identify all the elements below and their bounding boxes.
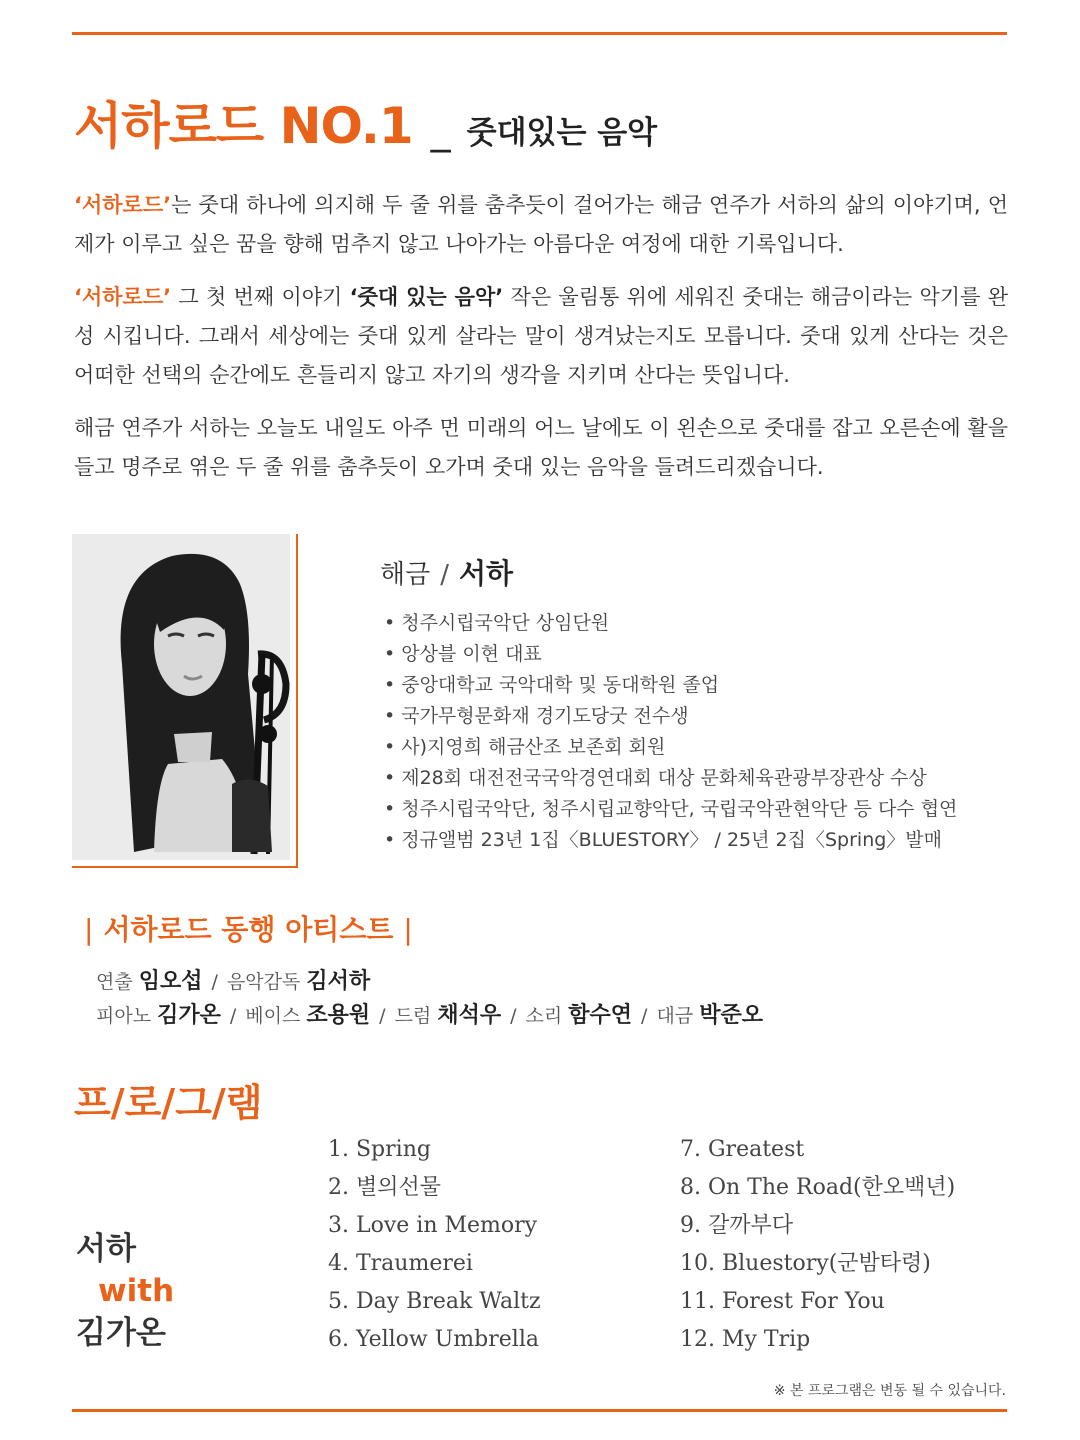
photo-accent-border-bottom: [72, 866, 298, 868]
artist-separator: /: [211, 971, 218, 993]
bio-slash: /: [440, 560, 449, 590]
artist-name: 김서하: [306, 969, 371, 994]
bio-item: • 제28회 대전전국국악경연대회 대상 문화체육관광부장관상 수상: [384, 763, 957, 794]
artist-role: 소리: [525, 1005, 563, 1027]
bio-item: • 국가무형문화재 경기도당굿 전수생: [384, 701, 957, 732]
artist-role: 피아노: [96, 1005, 152, 1027]
artist-role: 음악감독: [226, 971, 301, 993]
intro-text-2a: 그 첫 번째 이야기: [171, 285, 350, 309]
program-item: 1. Spring: [328, 1137, 431, 1162]
program-item: 6. Yellow Umbrella: [328, 1327, 539, 1352]
bio-instrument: 해금: [380, 560, 431, 590]
artist-role: 대금: [656, 1005, 694, 1027]
bio-item: • 청주시립국악단 상임단원: [384, 608, 957, 639]
program-list-left: [328, 1131, 541, 1359]
artist-name: 함수연: [568, 1003, 633, 1028]
bio-item: • 청주시립국악단, 청주시립교향악단, 국립국악관현악단 등 다수 협연: [384, 794, 957, 825]
artist-name: 조용원: [306, 1003, 371, 1028]
intro-text-1: 는 줏대 하나에 의지해 두 줄 위를 춤추듯이 걸어가는 해금 연주가 서하의 삶의 이야기며, 언제가 이루고 싶은 꿈을 향해 멈추지 않고 나아가는 아름다운 여정에 대한 기록입니다.: [74, 193, 1008, 256]
intro-highlight-1: ‘서하로드’: [74, 193, 172, 217]
title-main: 서하로드 NO.1: [74, 97, 413, 155]
intro-paragraph-1: [74, 186, 1008, 264]
bio-heading: [380, 552, 957, 592]
program-item: 9. 갈까부다: [680, 1213, 793, 1238]
intro-text: [74, 186, 1008, 501]
program-item: 11. Forest For You: [680, 1289, 885, 1314]
artist-photo-frame: [72, 534, 296, 868]
section-bar-left: |: [84, 913, 94, 946]
program-item: 8. On The Road(한오백년): [680, 1175, 956, 1200]
artist-name: 박준오: [699, 1003, 763, 1028]
artist-role: 드럼: [394, 1005, 432, 1027]
intro-paragraph-2: [74, 278, 1008, 395]
artist-photo: [72, 534, 290, 860]
bio-name: 서하: [459, 557, 514, 590]
program-item: 10. Bluestory(군밤타령): [680, 1251, 931, 1276]
performer-guest: 김가온: [76, 1315, 166, 1351]
artist-separator: /: [229, 1005, 237, 1027]
program-title: 프/로/그/램: [74, 1081, 263, 1125]
intro-highlight-2: ‘서하로드’: [74, 285, 172, 309]
bottom-divider: [72, 1409, 1007, 1412]
bio-item: • 정규앨범 23년 1집〈BLUESTORY〉 / 25년 2집〈Spring〉발매: [384, 825, 957, 856]
artists-row-2: [96, 999, 763, 1033]
artists-row-1: [96, 965, 763, 999]
artist-separator: /: [641, 1005, 648, 1027]
program-item: 4. Traumerei: [328, 1251, 473, 1276]
top-divider: [72, 32, 1007, 35]
performer-with: with: [98, 1273, 175, 1309]
artist-separator: /: [510, 1005, 517, 1027]
artists-title-text: 서하로드 동행 아티스트: [103, 913, 394, 946]
bio-item: • 중앙대학교 국악대학 및 동대학원 졸업: [384, 670, 957, 701]
artist-role: 연출: [96, 971, 133, 993]
program-change-note: ※ 본 프로그램은 변동 될 수 있습니다.: [773, 1383, 1006, 1399]
artist-name: 김가온: [157, 1003, 221, 1028]
artist-name: 채석우: [437, 1003, 502, 1028]
intro-bold-2: ‘줏대 있는 음악’: [349, 285, 504, 309]
artist-bio: [380, 552, 957, 856]
program-item: 5. Day Break Waltz: [328, 1289, 541, 1314]
photo-accent-border-right: [296, 534, 298, 868]
program-item: 12. My Trip: [680, 1327, 811, 1352]
program-item: 3. Love in Memory: [328, 1213, 538, 1238]
artist-name: 임오섭: [138, 969, 203, 994]
artist-portrait-illustration: [72, 534, 290, 860]
artists-section-title: [74, 908, 423, 948]
bio-item: • 사)지영희 해금산조 보존회 회원: [384, 732, 957, 763]
bio-item: • 앙상블 이현 대표: [384, 639, 957, 670]
artist-separator: /: [379, 1005, 386, 1027]
bio-list: [384, 608, 957, 856]
artists-credits: [96, 965, 763, 1033]
program-item: 7. Greatest: [680, 1137, 805, 1162]
program-item: 2. 별의선물: [328, 1175, 441, 1200]
program-list-right: [680, 1131, 955, 1359]
title-subtitle: 줏대있는 음악: [466, 115, 658, 151]
title-separator: _: [430, 107, 451, 153]
program-performers: [76, 1228, 174, 1354]
performer-main: 서하: [76, 1231, 136, 1267]
intro-text-2b: 작은 울림통 위에 세워진 줏대는 해금이라는 악기를 완성 시킵니다. 그래서 세상에는 줏대 있게 살라는 말이 생겨났는지도 모릅니다. 줏대 있게 산다는 것은 어떠한 선택의 순간에도 흔들리지 않고 자기의 생각을 지키며 산다는 뜻입니다.: [74, 285, 1008, 387]
artist-role: 베이스: [245, 1005, 301, 1027]
section-bar-right: |: [403, 913, 413, 946]
page-title: [74, 86, 657, 158]
intro-paragraph-3: 해금 연주가 서하는 오늘도 내일도 아주 먼 미래의 어느 날에도 이 왼손으로 줏대를 잡고 오른손에 활을 들고 명주로 엮은 두 줄 위를 춤추듯이 오가며 줏대 있는 음악을 들려드리겠습니다.: [74, 416, 1008, 479]
